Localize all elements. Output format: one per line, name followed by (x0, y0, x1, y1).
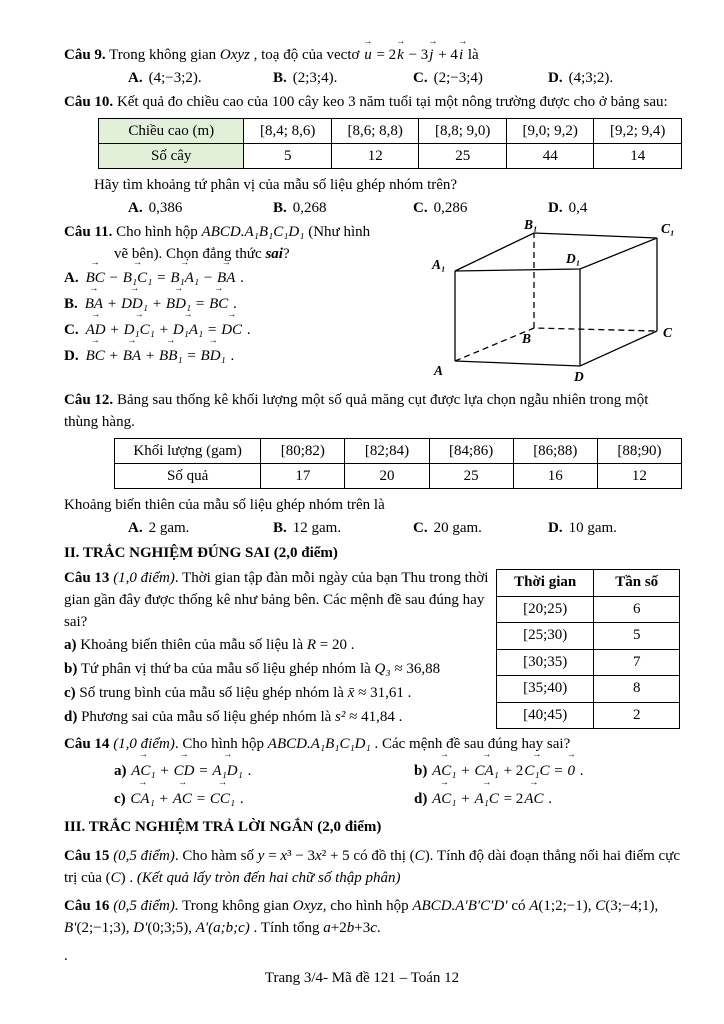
q10-table (98, 118, 682, 169)
option-label: C. (64, 322, 79, 338)
option-label: A. (128, 70, 143, 86)
q11-option-d (64, 343, 422, 369)
q12-option-a (128, 517, 273, 539)
item-label: d) (414, 791, 428, 807)
q16-text: Trong không gian Oxyz, cho hình hộp ABCD.A′B′C′D′ có A(1;2;−1), C(3;−4;1), B′(2;−1;3), D′(0;3;5), A′(a;b;c) . Tính tổng a+2b+3c. (64, 898, 659, 936)
table-row (99, 119, 682, 144)
q10-statement (64, 91, 682, 113)
q9-option-b (273, 67, 413, 89)
option-label: C. (413, 520, 428, 536)
option-label: D. (548, 70, 563, 86)
q10-table-rowheader: Số cây (99, 144, 244, 169)
q13-points: (1,0 điểm) (109, 570, 175, 586)
q14-label: Câu 14 (64, 736, 110, 752)
q12-table-rowheader: Khối lượng (gam) (115, 439, 261, 464)
q11-option-c (64, 317, 422, 343)
table-row (497, 676, 680, 703)
q13-label: Câu 13 (64, 570, 110, 586)
table-cell: [84;86) (429, 439, 513, 464)
item-label: a) (114, 763, 127, 779)
option-text: (4;−3;2). (148, 70, 202, 86)
q11-qmark: ? (282, 246, 290, 262)
item-label: d) (64, 709, 78, 725)
item-label: a) (64, 637, 77, 653)
option-text: (2;−3;4) (433, 70, 483, 86)
q9-options (64, 67, 682, 89)
box-vertical-edges (455, 238, 657, 366)
table-row (497, 649, 680, 676)
q10-option-a (128, 197, 273, 219)
q10-options (64, 197, 682, 219)
option-text: (2;3;4). (292, 70, 338, 86)
option-text: 10 gam. (568, 520, 617, 536)
table-row (497, 596, 680, 623)
q15-points: (0,5 điểm) (109, 848, 175, 864)
question-16 (64, 895, 682, 939)
q11-intro2: vẽ bên). Chọn đẳng thức (114, 246, 266, 262)
question-11 (64, 221, 682, 387)
item-text: → AC₁ + → CA₁ + 2→ C₁C = → 0 . (427, 763, 583, 779)
q10-option-b (273, 197, 413, 219)
q11-intro: Cho hình hộp ABCD.A₁B₁C₁D₁ (Như hình (112, 224, 371, 240)
q12-option-b (273, 517, 413, 539)
q13-item-c (64, 681, 496, 705)
q14-items (64, 757, 682, 813)
q9-intro: Trong không gian Oxyz , toạ độ của vectơ → u = 2→ k − 3→ j + 4→ i là (106, 47, 479, 63)
option-label: B. (273, 520, 287, 536)
q9-option-a (128, 67, 273, 89)
item-text: → CA₁ + → AC = → CC₁ . (126, 791, 244, 807)
q12-table-rowheader: Số quả (115, 464, 261, 489)
table-cell: 16 (513, 464, 597, 489)
page-footer: Trang 3/4- Mã đề 121 – Toán 12 (264, 970, 460, 986)
vertex-label-a1: A₁ (432, 257, 446, 272)
table-cell: 5 (244, 144, 332, 169)
vertex-label-a: A (434, 363, 444, 378)
q11-box-figure (430, 219, 682, 387)
option-label: D. (64, 348, 79, 364)
option-text: 2 gam. (148, 520, 190, 536)
table-cell: [9,0; 9,2) (506, 119, 594, 144)
table-cell: [82;84) (345, 439, 429, 464)
table-cell: [8,8; 9,0) (419, 119, 507, 144)
q12-option-d (548, 517, 682, 539)
q10-label: Câu 10. (64, 94, 114, 110)
q13-item-b (64, 657, 496, 681)
table-cell: 20 (345, 464, 429, 489)
q9-option-c (413, 67, 548, 89)
item-text: Tứ phân vị thứ ba của mẫu số liệu ghép nhóm là Q₃ ≈ 36,88 (77, 661, 441, 677)
q16-points: (0,5 điểm). (109, 898, 179, 914)
table-cell: 14 (594, 144, 682, 169)
q14-item-c (114, 785, 414, 813)
vertex-label-c1: C₁ (661, 221, 675, 236)
q13-col-header-time: Thời gian (497, 570, 594, 597)
q12-table (114, 438, 682, 489)
table-cell: 17 (261, 464, 345, 489)
table-cell: 2 (594, 702, 680, 729)
q13-statement (64, 567, 496, 633)
question-12 (64, 389, 682, 539)
option-text: 20 gam. (433, 520, 482, 536)
option-label: A. (128, 520, 143, 536)
table-row (115, 464, 682, 489)
table-cell: [35;40) (497, 676, 594, 703)
q14-item-a (114, 757, 414, 785)
q15-text: . Cho hàm số y = x³ − 3x² + 5 có đồ thị (C). Tính độ dài đoạn thẳng nối hai điểm cực trị của (C) . (64, 848, 680, 886)
table-cell: 8 (594, 676, 680, 703)
option-label: C. (413, 200, 428, 216)
table-cell: [20;25) (497, 596, 594, 623)
table-row (115, 439, 682, 464)
q10-option-c (413, 197, 548, 219)
q13-item-a (64, 633, 496, 657)
question-13 (64, 567, 682, 729)
q10-option-d (548, 197, 682, 219)
table-row (497, 570, 680, 597)
item-text: → AC₁ + → CD = → A₁D₁ . (127, 763, 252, 779)
q13-text (64, 567, 496, 729)
item-text: Phương sai của mẫu số liệu ghép nhóm là s² ≈ 41,84 . (77, 709, 403, 725)
trailing-dot: . (64, 948, 68, 964)
option-text: → BC + → BA + → BB₁ = → BD₁ . (85, 348, 235, 364)
option-label: B. (273, 200, 287, 216)
item-label: b) (64, 661, 78, 677)
table-row (497, 702, 680, 729)
q9-option-d (548, 67, 682, 89)
box-hidden-edges (455, 233, 657, 361)
question-10 (64, 91, 682, 219)
option-label: B. (273, 70, 287, 86)
option-label: A. (128, 200, 143, 216)
q13-intro: . Thời gian tập đàn mỗi ngày của bạn Thu trong thời gian gần đây được thống kê như bảng bên. Các mệnh đề sau đúng hay sai? (64, 570, 489, 630)
option-text: → BC − → B₁C₁ = → B₁A₁ − → BA . (85, 270, 244, 286)
table-cell: 7 (594, 649, 680, 676)
option-text: → AD + → D₁C₁ + → D₁A₁ = → DC . (85, 322, 251, 338)
q10-question: Hãy tìm khoảng tứ phân vị của mẫu số liệu ghép nhóm trên? (94, 177, 458, 193)
option-text: 12 gam. (292, 520, 342, 536)
option-text: 0,386 (148, 200, 183, 216)
table-cell: 25 (419, 144, 507, 169)
option-label: C. (413, 70, 428, 86)
option-text: 0,268 (292, 200, 327, 216)
table-cell: [88;90) (597, 439, 681, 464)
option-text: → BA + → DD₁ + → BD₁ = → BC . (84, 296, 237, 312)
table-cell: 25 (429, 464, 513, 489)
item-label: c) (114, 791, 126, 807)
q15-label: Câu 15 (64, 848, 110, 864)
table-cell: 5 (594, 623, 680, 650)
table-row (99, 144, 682, 169)
table-cell: 12 (331, 144, 419, 169)
q12-intro: Bảng sau thống kê khối lượng một số quả măng cụt được lựa chọn ngẫu nhiên trong một thùng hàng. (64, 392, 649, 430)
q11-statement-line1 (64, 221, 422, 243)
item-text: → AC₁ + → A₁C = 2→ AC . (427, 791, 552, 807)
table-cell: [40;45) (497, 702, 594, 729)
box-top-face (455, 233, 657, 271)
table-cell: 44 (506, 144, 594, 169)
item-text: Số trung bình của mẫu số liệu ghép nhóm là x̄ ≈ 31,61 . (75, 685, 412, 701)
item-label: c) (64, 685, 76, 701)
table-cell: [8,6; 8,8) (331, 119, 419, 144)
table-cell: [25;30) (497, 623, 594, 650)
question-9 (64, 44, 682, 89)
q14-intro: . Cho hình hộp ABCD.A₁B₁C₁D₁ . Các mệnh đề sau đúng hay sai? (174, 736, 571, 752)
q13-item-d (64, 705, 496, 729)
item-text: Khoảng biến thiên của mẫu số liệu là R = 20 . (76, 637, 355, 653)
vertex-label-b1: B₁ (524, 219, 538, 232)
q11-text (64, 221, 422, 369)
option-label: B. (64, 296, 78, 312)
vertex-label-d1: D₁ (566, 251, 581, 266)
q13-col-header-freq: Tần số (594, 570, 680, 597)
question-14 (64, 733, 682, 813)
vertex-label-b: B (522, 331, 532, 346)
option-label: D. (548, 520, 563, 536)
vertex-label-d: D (574, 369, 584, 384)
q13-table (496, 569, 680, 729)
option-label: D. (548, 200, 563, 216)
q12-question: Khoảng biến thiên của mẫu số liệu ghép nhóm trên là (64, 497, 385, 513)
table-cell: [86;88) (513, 439, 597, 464)
table-cell: 12 (597, 464, 681, 489)
q11-option-a (64, 265, 422, 291)
q12-label: Câu 12. (64, 392, 114, 408)
table-cell: [8,4; 8,6) (244, 119, 332, 144)
q12-options (64, 517, 682, 539)
q12-option-c (413, 517, 548, 539)
q11-emph: sai (265, 246, 283, 262)
q11-label: Câu 11. (64, 224, 113, 240)
q14-statement (64, 733, 682, 755)
q14-points: (1,0 điểm) (109, 736, 175, 752)
option-label: A. (64, 270, 79, 286)
q9-label: Câu 9. (64, 47, 106, 63)
q10-intro: Kết quả đo chiều cao của 100 cây keo 3 năm tuổi tại một nông trường được cho ở bảng sau: (113, 94, 668, 110)
option-text: (4;3;2). (568, 70, 614, 86)
table-cell: 6 (594, 596, 680, 623)
q14-item-d (414, 785, 682, 813)
table-cell: [9,2; 9,4) (594, 119, 682, 144)
vertex-label-c: C (663, 325, 673, 340)
option-text: 0,286 (433, 200, 468, 216)
question-15 (64, 845, 682, 889)
q15-note: (Kết quả lấy tròn đến hai chữ số thập phân) (136, 870, 401, 886)
q11-statement-line2 (64, 243, 422, 265)
q12-statement (64, 389, 682, 433)
q10-table-rowheader: Chiều cao (m) (99, 119, 244, 144)
table-cell: [30;35) (497, 649, 594, 676)
table-cell: [80;82) (261, 439, 345, 464)
q9-statement (64, 44, 682, 66)
item-label: b) (414, 763, 428, 779)
q16-label: Câu 16 (64, 898, 110, 914)
option-text: 0,4 (568, 200, 588, 216)
table-row (497, 623, 680, 650)
section-ii-heading: II. TRẮC NGHIỆM ĐÚNG SAI (2,0 điểm) (64, 545, 338, 561)
section-iii-heading: III. TRẮC NGHIỆM TRẢ LỜI NGẮN (2,0 điểm) (64, 819, 382, 835)
